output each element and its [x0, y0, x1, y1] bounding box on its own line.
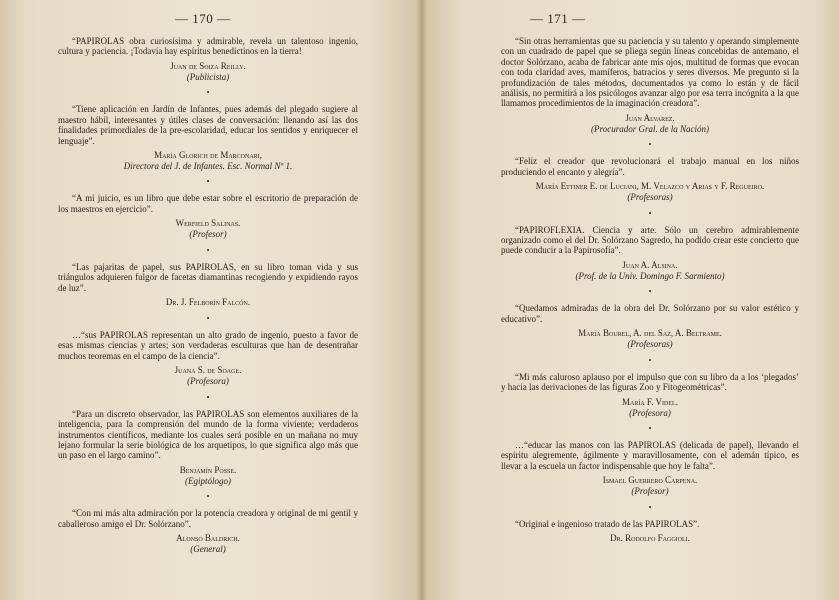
testimonial-quote: “A mi juicio, es un libro que debe estar sobre el escritorio de preparación de los maestros en ejercicio”.: [58, 193, 358, 214]
testimonial-role: (Profesora): [187, 376, 229, 387]
testimonial-author: Juan Alvarez.: [625, 112, 675, 123]
testimonial-author: Dr. J. Felborín Falcón.: [165, 296, 251, 307]
testimonial-role: (Profesor): [189, 229, 227, 240]
testimonial-role: (Prof. de la Univ. Domingo F. Sarmiento): [575, 270, 725, 281]
testimonial-role: (Publicista): [186, 71, 230, 82]
testimonial-role: (Profesora): [629, 407, 671, 418]
testimonial-role: (Profesoras): [627, 192, 673, 203]
testimonial-author: Werfield Salinas.: [175, 218, 241, 229]
separator-dot: •: [206, 392, 210, 402]
right-page-content: [501, 36, 799, 544]
testimonial-quote: “Feliz el creador que revolucionará el trabajo manual en los niños produciendo el encanto y alegría”.: [501, 156, 799, 177]
testimonial: [58, 330, 358, 387]
testimonial-role: (Profesoras): [627, 339, 673, 350]
testimonial-author: Juan A. Alsina.: [622, 259, 678, 270]
separator-dot: •: [648, 208, 652, 218]
testimonial-author: María F. Videl.: [622, 396, 678, 407]
testimonial: [501, 156, 799, 202]
testimonial-quote: “Tiene aplicación en Jardín de Infantes, pues además del plegado sugiere al maestro hábil, interesantes y útiles clases de conversación: llenando así las dos finalidades primordiales de la pre-escolaridad, educar los sentidos y enriquecer el lenguaje”.: [58, 104, 358, 146]
separator-dot: •: [648, 424, 652, 433]
separator-dot: •: [206, 492, 210, 502]
testimonial-quote: “Quedamos admiradas de la obra del Dr. Solórzano por su valor estético y educativo”.: [501, 303, 799, 324]
testimonial-quote: “Para un discreto observador, las PAPIROLAS son elementos auxiliares de la inteligencia, para la comprensión del mundo de la forma viviente; verdaderos instrumentos científicos, mediante los cuales será posible en un mañana no muy lejano formular la serie biológica de los arquetipos, lo que significa algo más que un paso en el largo camino”.: [58, 408, 358, 461]
testimonial-author: Juan de Soiza Reilly.: [170, 60, 246, 71]
testimonial-author: María Bourel, A. del Saz, A. Beltrame.: [578, 328, 722, 339]
right-page: [422, 0, 839, 600]
testimonial-role: (Egiptólogo): [185, 475, 231, 486]
separator-dot: •: [206, 313, 210, 323]
testimonial-quote: “PAPIROLAS obra curiosísima y admirable, revela un talentoso ingenio, cultura y paciencia. ¡Todavía hay espíritus benedictinos en la tierra!: [58, 36, 358, 57]
testimonial-author: Benjamín Posse.: [179, 464, 237, 475]
testimonial-author: Dr. Rodolfo Faggioli.: [610, 533, 690, 544]
testimonial-quote: “Sin otras herramientas que su paciencia y su talento y operando simplemente con un cuadrado de papel que se pliega según líneas concebidas de antemano, el doctor Solórzano, acaba de fabricar ante mis ojos, multitud de formas que evocan con toda claridad aves, mamíferos, batracios y seres diversos. Me pregunto si la profundización de tales métodos, documentados ya como lo están y de fácil análisis, no permitirá a los psicólogos avanzar algo por esa terra incógnita a la que llamamos procedimientos de la imaginación creadora”.: [501, 36, 799, 109]
testimonial: [501, 303, 799, 349]
left-page-content: [58, 36, 358, 555]
testimonial: [501, 440, 799, 497]
testimonial-quote: …“educar las manos con las PAPIROLAS (delicada de papel), llevando el espíritu alegremente, ágilmente y maravillosamente, con el ademán típico, es llevar a la escuela un factor indispensable que hoy le falta”.: [501, 440, 799, 471]
testimonial-quote: “PAPIROFLEXIA. Ciencia y arte. Sólo un cerebro admirablemente organizado como el del Dr. Solórzano Sagredo, ha podido crear este concierto que puede conducir a la Papirosofía”.: [501, 224, 799, 256]
right-page-number: — 171 —: [530, 11, 586, 26]
testimonial: [501, 372, 799, 418]
testimonial: [58, 508, 358, 554]
testimonial-role: (Profesor): [631, 486, 669, 497]
separator-dot: •: [648, 287, 652, 297]
testimonial-quote: …“sus PAPIROLAS representan un alto grado de ingenio, puesto a favor de esas mismas ciencias y artes; son verdaderas esculturas que han de desentrañar muchos teoremas en el campo de la ciencia”.: [58, 329, 358, 361]
testimonial-author: María Ettiner E. de Luciani, M. Velazco y Arias y F. Regueiro.: [535, 181, 765, 192]
testimonial: [58, 262, 358, 308]
testimonial-role: Directora del J. de Infantes. Esc. Normal Nº 1.: [123, 160, 293, 171]
separator-dot: •: [648, 502, 652, 512]
testimonial-quote: “Original e ingenioso tratado de las PAPIROLAS”.: [515, 518, 700, 529]
testimonial-role: (General): [190, 544, 226, 555]
testimonial-role: (Procurador Gral. de la Nación): [591, 123, 709, 134]
separator-dot: •: [206, 245, 210, 255]
testimonial: [501, 519, 799, 544]
testimonial-quote: “Mi más caluroso aplauso por el impulso que con su libro da a los ‘plegados’ y hacia las derivaciones de las figuras Zoo y Fitogeométricas”.: [501, 371, 799, 393]
separator-dot: •: [206, 88, 210, 98]
testimonial-quote: “Con mi más alta admiración por la potencia creadora y original de mi gentil y caballeroso amigo el Dr. Solórzano”.: [58, 508, 358, 529]
testimonial-author: Alonso Baldrich.: [176, 533, 240, 544]
separator-dot: •: [648, 140, 652, 150]
testimonial: [501, 225, 799, 282]
testimonial-author: Juana S. de Soage.: [174, 365, 242, 376]
testimonial: [58, 104, 358, 171]
separator-dot: •: [648, 355, 652, 365]
left-page-number: — 170 —: [175, 11, 231, 26]
testimonial: [58, 409, 358, 487]
testimonial-author: María Glorich de Marconari,: [154, 149, 262, 160]
book-gutter: [417, 0, 427, 600]
testimonial-author: Ismael Guerrero Carpena.: [602, 475, 698, 486]
testimonial: [58, 193, 358, 239]
testimonial-quote: “Las pajaritas de papel, sus PAPIROLAS, en su libro toman vida y sus triángulos adquieren fulgor de facetas diamantinas recogiendo y expidiendo rayos de luz”.: [58, 261, 358, 293]
testimonial: [501, 36, 799, 134]
separator-dot: •: [206, 177, 210, 187]
testimonial: [58, 36, 358, 82]
